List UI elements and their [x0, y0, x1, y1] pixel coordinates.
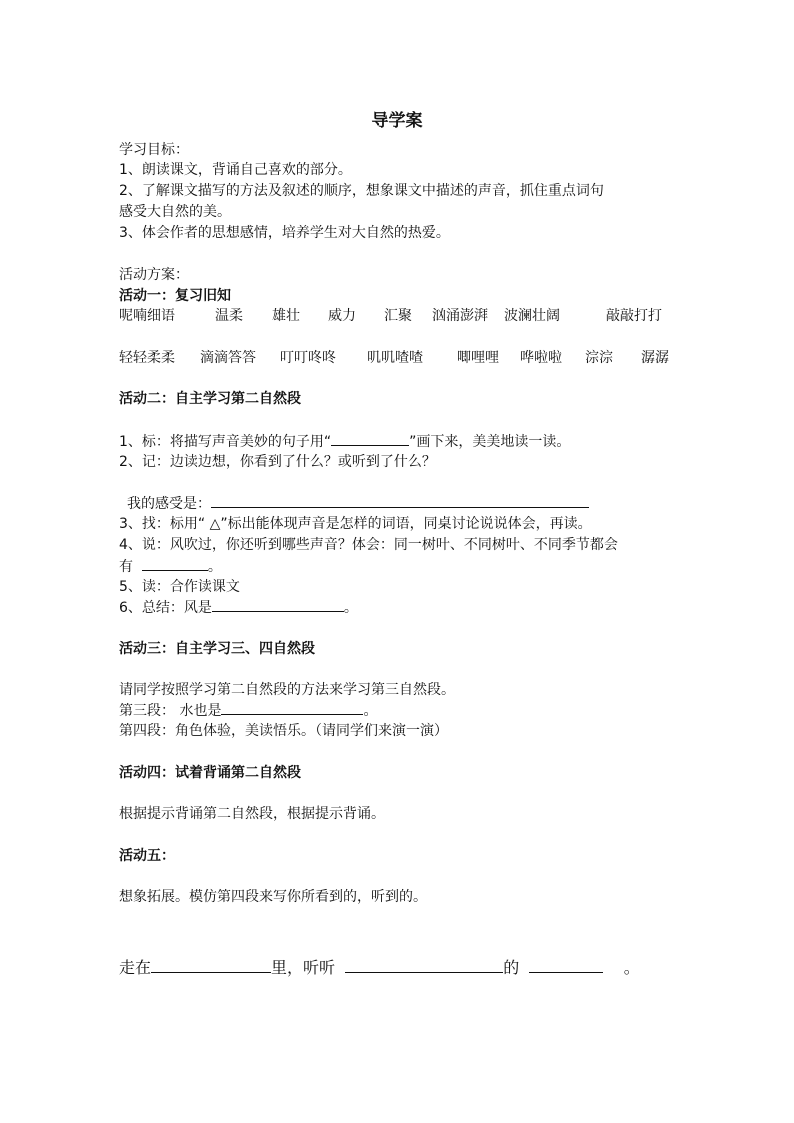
- word: 温柔: [215, 308, 243, 324]
- word: 威力: [328, 308, 356, 324]
- word: 叽叽喳喳: [367, 350, 423, 366]
- answer-blank[interactable]: [345, 958, 503, 973]
- activity2-heading: 活动二：自主学习第二自然段: [119, 391, 301, 407]
- word: 哗啦啦: [520, 350, 562, 366]
- activity2-step1: [119, 431, 570, 452]
- goal-2-line2: 感受大自然的美。: [119, 204, 231, 220]
- goals-heading: 学习目标：: [119, 142, 189, 158]
- step1-text-b: ”画下来，美美地读一读。: [409, 434, 571, 450]
- activity3-paragraph3: [119, 700, 377, 721]
- paragraph3-prefix: 第三段： 水也是: [119, 703, 222, 719]
- goal-1: 1、朗读课文，背诵自己喜欢的部分。: [119, 162, 352, 178]
- word: 敲敲打打: [606, 308, 662, 324]
- activity4-text: 根据提示背诵第二自然段，根据提示背诵。: [119, 806, 385, 822]
- word: 汹涌澎湃: [432, 308, 488, 324]
- plan-heading: 活动方案：: [119, 267, 189, 283]
- activity3-paragraph4: 第四段：角色体验，美读悟乐。（请同学们来演一演）: [119, 723, 448, 739]
- answer-blank[interactable]: [212, 597, 344, 612]
- fill-in-sentence: [119, 958, 640, 978]
- word: 雄壮: [272, 308, 300, 324]
- activity3-heading: 活动三：自主学习三、四自然段: [119, 641, 315, 657]
- activity2-step4-line2: [119, 556, 222, 577]
- word: 唧哩哩: [457, 350, 499, 366]
- answer-blank[interactable]: [221, 700, 363, 715]
- activity4-heading: 活动四：试着背诵第二自然段: [119, 765, 301, 781]
- word-row-1: [119, 306, 719, 326]
- word-row-2: [119, 348, 719, 368]
- activity2-step6: [119, 597, 358, 618]
- fill-part-d: 。: [623, 958, 640, 977]
- step6-suffix: 。: [343, 600, 358, 616]
- answer-blank[interactable]: [529, 958, 603, 973]
- answer-blank[interactable]: [211, 493, 589, 508]
- step1-text-a: 1、标：将描写声音美妙的句子用“: [119, 434, 332, 450]
- activity2-step5: 5、读：合作读课文: [119, 579, 240, 595]
- paragraph3-suffix: 。: [363, 703, 378, 719]
- fill-part-b: 里，听听: [271, 958, 336, 977]
- fill-part-a: 走在: [119, 958, 152, 977]
- answer-blank[interactable]: [142, 556, 208, 571]
- activity3-intro: 请同学按照学习第二自然段的方法来学习第三自然段。: [119, 682, 455, 698]
- goal-2-line1: 2、了解课文描写的方法及叙述的顺序，想象课文中描述的声音，抓住重点词句: [119, 183, 604, 199]
- answer-blank[interactable]: [151, 958, 271, 973]
- word: 波澜壮阔: [504, 308, 560, 324]
- word: 汇聚: [384, 308, 412, 324]
- activity1-heading: 活动一：复习旧知: [119, 288, 231, 304]
- step4-prefix: 有: [119, 559, 133, 575]
- word: 滴滴答答: [200, 350, 256, 366]
- word: 呢喃细语: [119, 308, 175, 324]
- word: 淙淙: [585, 350, 613, 366]
- activity5-heading: 活动五：: [119, 848, 175, 864]
- activity5-text: 想象拓展。模仿第四段来写你所看到的，听到的。: [119, 889, 427, 905]
- word: 潺潺: [641, 350, 669, 366]
- goal-3: 3、体会作者的思想感情，培养学生对大自然的热爱。: [119, 225, 450, 241]
- page-title: 导学案: [371, 111, 423, 131]
- activity2-step3: 3、找：标用“ △”标出能体现声音是怎样的词语，同桌讨论说说体会，再读。: [119, 516, 592, 532]
- word: 轻轻柔柔: [119, 350, 175, 366]
- step4-suffix: 。: [207, 559, 222, 575]
- activity2-step4-line1: 4、说：风吹过，你还听到哪些声音？体会：同一树叶、不同树叶、不同季节都会: [119, 537, 618, 553]
- feeling-line: [127, 493, 589, 514]
- feeling-label: 我的感受是：: [127, 496, 211, 512]
- fill-part-c: 的: [503, 958, 520, 977]
- step6-prefix: 6、总结：风是: [119, 600, 212, 616]
- answer-blank[interactable]: [331, 431, 409, 446]
- activity2-step2: 2、记：边读边想，你看到了什么？或听到了什么？: [119, 454, 436, 470]
- word: 叮叮咚咚: [280, 350, 336, 366]
